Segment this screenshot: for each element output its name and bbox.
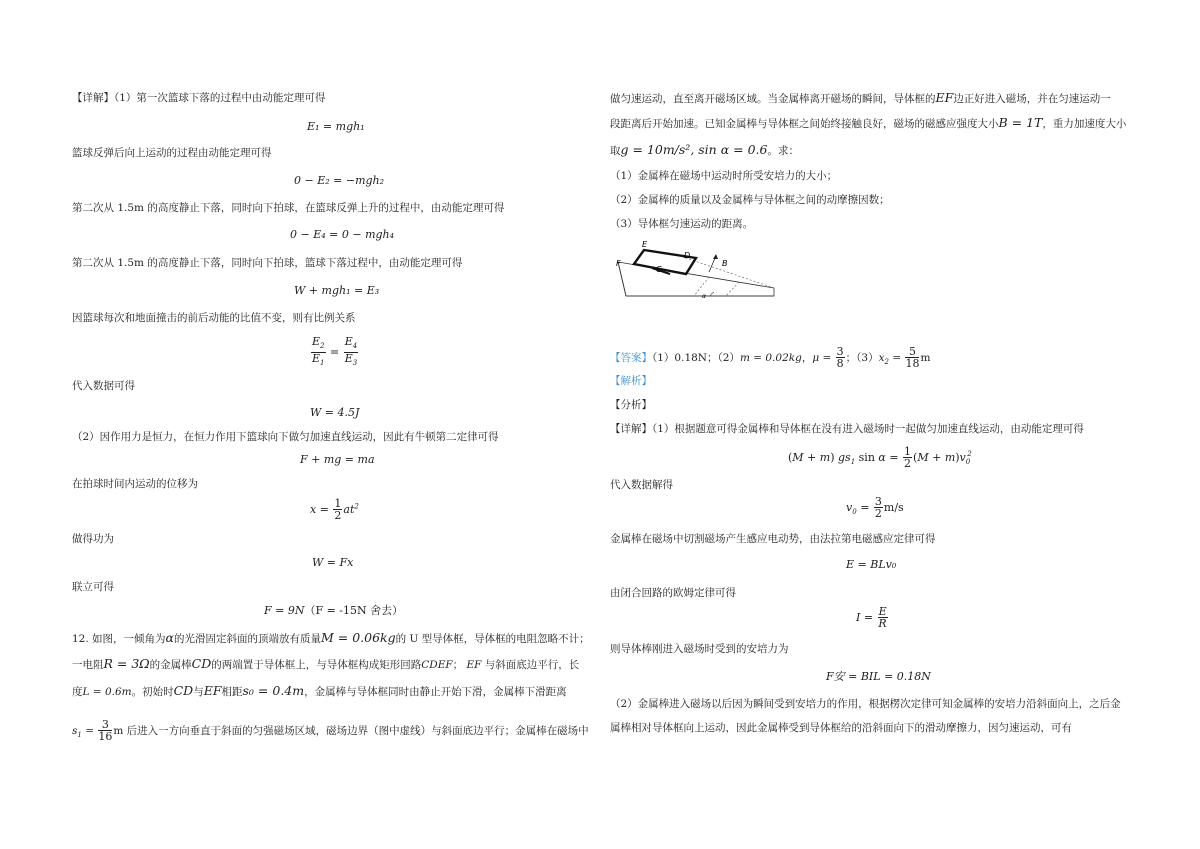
equation: 0 − E₂ = −mgh₂ bbox=[294, 174, 385, 187]
ratio-equation: $\frac{E_2}{E_1}$ = $\frac{E_4}{E_3}$ bbox=[312, 335, 358, 368]
equation: F + mg = ma bbox=[300, 453, 375, 466]
paragraph: 篮球反弹后向上运动的过程由动能定理可得 bbox=[72, 147, 272, 159]
paragraph: 取g = 10m/s², sin α = 0.6。求： bbox=[610, 142, 799, 157]
paragraph: （2）因作用力是恒力，在恒力作用下篮球向下做匀加速直线运动，因此有牛顿第二定律可得 bbox=[72, 431, 499, 443]
energy-equation: (M + m) $gs_1$ sin α = $\frac{1}{2}$ $(M + m)v_0^2$ bbox=[788, 445, 972, 470]
sub-question-3: （3）导体框匀速运动的距离。 bbox=[610, 218, 754, 230]
paragraph: 【详解】（1）根据题意可得金属棒和导体框在没有进入磁场时一起做匀加速直线运动，由动能定理可得 bbox=[610, 423, 1084, 435]
equation: E₁ = mgh₁ bbox=[307, 120, 365, 133]
equation: F安 = BIL = 0.18N bbox=[826, 670, 931, 683]
question-12-line-1: 12. 如图，一倾角为α的光滑固定斜面的顶端放有质量M = 0.06kg的 U 型导体框，导体框的电阻忽略不计； bbox=[72, 630, 590, 645]
label-alpha: α bbox=[702, 293, 706, 300]
paragraph: 做得功为 bbox=[72, 533, 114, 545]
paragraph: （2）金属棒进入磁场以后因为瞬间受到安培力的作用，根据楞次定律可知金属棒的安培力沿斜面向上，之后金 bbox=[610, 698, 1121, 710]
analysis-tag: 【解析】 bbox=[610, 375, 652, 387]
paragraph: 因篮球每次和地面撞击的前后动能的比值不变，则有比例关系 bbox=[72, 312, 356, 324]
incline-figure bbox=[614, 236, 784, 306]
question-12-line-4: $s_1$ = $\frac{3}{16}$ m 后进入一方向垂直于斜面的匀强磁场区域，磁场边界（图中虚线）与斜面底边平行；金属棒在磁场中 bbox=[72, 718, 589, 743]
label-F: F bbox=[616, 259, 621, 268]
label-D: D bbox=[684, 251, 691, 260]
question-12-line-3: 度L = 0.6m。初始时CD与EF相距s₀ = 0.4m，金属棒与导体框同时由静止开始下滑，金属棒下滑距离 bbox=[72, 683, 567, 698]
paragraph: 第二次从 1.5m 的高度静止下落，同时向下拍球，篮球下落过程中，由动能定理可得 bbox=[72, 257, 463, 269]
paragraph: 段距离后开始加速。已知金属棒与导体框之间始终接触良好，磁场的磁感应强度大小B = 1T，重力加速度大小 bbox=[610, 115, 1127, 130]
equation: W + mgh₁ = E₃ bbox=[294, 284, 380, 297]
equation: F = 9N（F = -15N 舍去） bbox=[264, 604, 404, 617]
paragraph: 第二次从 1.5m 的高度静止下落，同时向下拍球，在篮球反弹上升的过程中，由动能定理可得 bbox=[72, 202, 505, 214]
equation: 0 − E₄ = 0 − mgh₄ bbox=[290, 228, 395, 241]
paragraph: 则导体棒刚进入磁场时受到的安培力为 bbox=[610, 643, 789, 655]
analysis-heading: 【分析】 bbox=[610, 399, 652, 411]
paragraph: 由闭合回路的欧姆定律可得 bbox=[610, 587, 736, 599]
equation: E = BLv₀ bbox=[846, 558, 897, 571]
equation: W = 4.5J bbox=[310, 406, 360, 419]
velocity-equation: $v_0$ = $\frac{3}{2}$ m/s bbox=[846, 495, 904, 520]
paragraph: 在拍球时间内运动的位移为 bbox=[72, 478, 198, 490]
label-E: E bbox=[642, 240, 648, 249]
question-12-line-2: 一电阻R = 3Ω的金属棒CD的两端置于导体框上，与导体框构成矩形回路CDEF； EF 与斜面底边平行，长 bbox=[72, 656, 580, 671]
ohm-equation: I = $\frac{E}{R}$ bbox=[856, 605, 887, 630]
displacement-equation: x = $\frac{1}{2}$ $at^2$ bbox=[310, 497, 359, 522]
paragraph: 【详解】（1）第一次篮球下落的过程中由动能定理可得 bbox=[72, 92, 326, 104]
equation: W = Fx bbox=[312, 556, 354, 569]
paragraph: 金属棒在磁场中切割磁场产生感应电动势，由法拉第电磁感应定律可得 bbox=[610, 533, 936, 545]
label-C: C bbox=[656, 265, 662, 274]
incline-slope bbox=[618, 262, 774, 296]
paragraph: 联立可得 bbox=[72, 581, 114, 593]
paragraph: 代入数据解得 bbox=[610, 479, 673, 491]
paragraph: 属棒相对导体框向上运动，因此金属棒受到导体框给的沿斜面向下的滑动摩擦力，因匀速运动，可有 bbox=[610, 722, 1072, 734]
paragraph: 做匀速运动，直至离开磁场区域。当金属棒离开磁场的瞬间，导体框的EF边正好进入磁场，并在匀速运动一 bbox=[610, 90, 1111, 105]
answer-line: 【答案】（1）0.18N；（2）m = 0.02kg，μ = $\frac{3}{8}$ ；$(3)x_2$ = $\frac{5}{18}$ m bbox=[610, 345, 931, 370]
paragraph: 代入数据可得 bbox=[72, 380, 135, 392]
sub-question-2: （2）金属棒的质量以及金属棒与导体框之间的动摩擦因数； bbox=[610, 194, 890, 206]
sub-question-1: （1）金属棒在磁场中运动时所受安培力的大小； bbox=[610, 170, 838, 182]
label-B: B bbox=[722, 259, 728, 268]
